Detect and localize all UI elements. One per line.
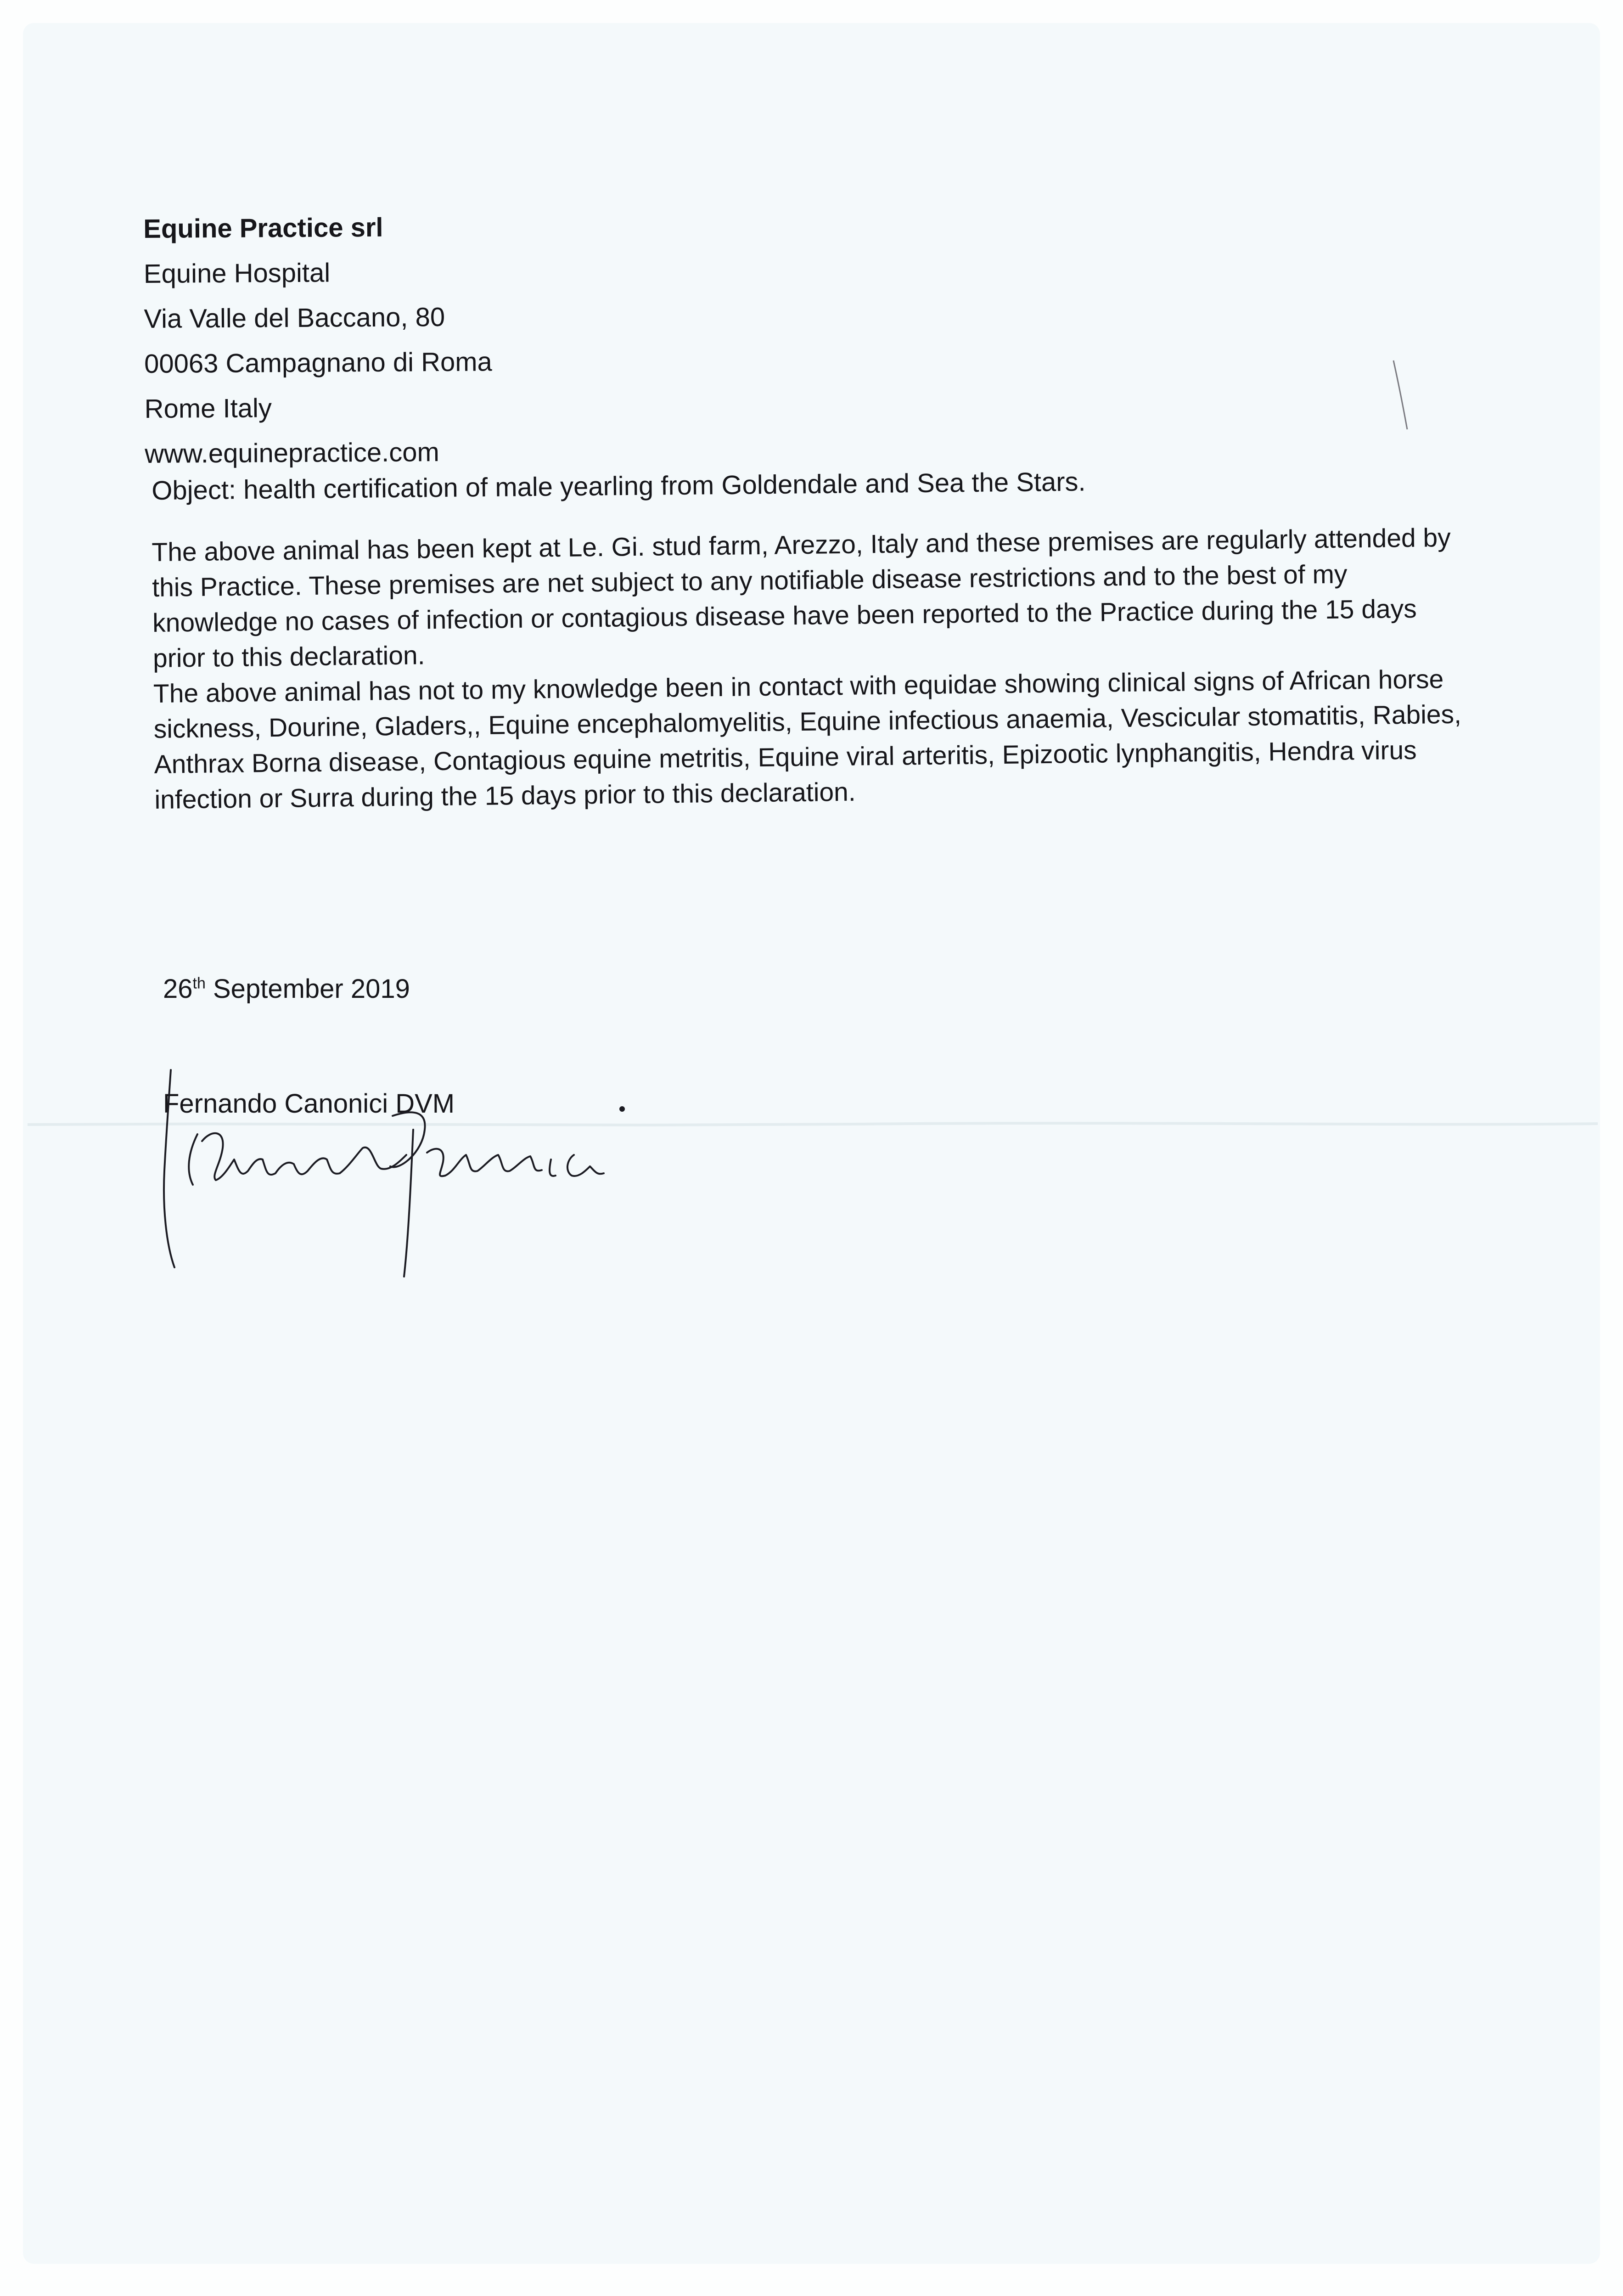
handwritten-signature [142,1061,716,1300]
declaration-paragraph-1: The above animal has been kept at Le. Gi. stud farm, Arezzo, Italy and these premises are regularly attended by this Practice. These premises are net subject to any notifiable disease restrictions and to the best of my knowledge no cases of infection or contagious disease have been reported to the Practice during the 15 days prior to this declaration. [152,523,1451,673]
website-line: www.equinepractice.com [145,437,439,469]
date-month-year: September 2019 [213,974,410,1004]
date-day: 26 [163,974,193,1004]
letterhead-line: 00063 Campagnano di Roma [144,347,493,379]
declaration-paragraph-2: The above animal has not to my knowledge been in contact with equidae showing clinical signs of African horse sickness, Dourine, Gladers,, Equine encephalomyelitis, Equine infectious anaemia, Vescicular stomatitis, Rabies, Anthrax Borna disease, Contagious equine metritis, Equine viral arteritis, Epizootic lynphangitis, Hendra virus infection or Surra during the 15 days prior to this declaration. [153,664,1462,815]
letterhead-line: Equine Hospital [143,258,331,289]
letterhead-line: Rome Italy [144,393,272,424]
letterhead-line: Via Valle del Baccano, 80 [144,302,445,334]
company-name: Equine Practice srl [143,212,383,244]
signatory-name: Fernando Canonici DVM [163,1089,455,1119]
date-day-suffix: th [192,974,206,992]
declaration-date [163,971,410,1007]
object-line: Object: health certification of male yearling from Goldendale and Sea the Stars. [152,467,1086,506]
declaration-body [152,520,1477,818]
letterhead [143,203,788,477]
